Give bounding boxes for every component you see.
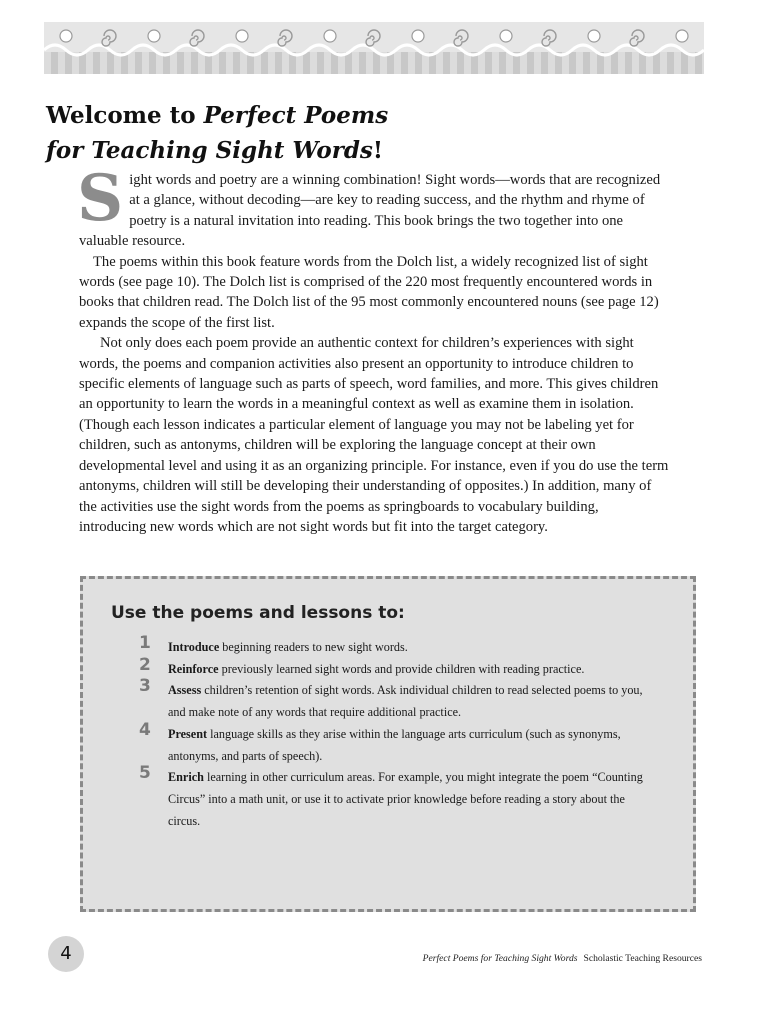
swirl-and-circle-border-icon xyxy=(44,22,704,74)
list-item-lead: Assess xyxy=(168,683,202,698)
list-item-number: 4 xyxy=(139,719,151,740)
footer-publisher: Scholastic Teaching Resources xyxy=(583,953,702,964)
intro-paragraph-1 xyxy=(77,161,669,252)
intro-paragraph-3: Not only does each poem provide an authentic context for children’s experiences with sight words, the poems and companion activities also present an opportunity to introduce children to specific elements of language such as parts of speech, word families, and more. This gives children an opportunity to learn the words in a meaningful context as well as examine them in isolation. (Though each lesson indicates a particular element of language you may not be labeling yet for children, such as antonyms, children will be exploring the language concept at their own developmental level and using it as an organizing principle. For instance, even if you do use the term antonyms, children will still be developing their understanding of opposites.) In addition, many of the activities use the sight words from the poems as springboards to vocabulary building, introducing new words which are not sight words but fit into the target category. xyxy=(79,335,669,535)
list-item xyxy=(137,676,657,723)
list-item-lead: Introduce xyxy=(168,640,220,654)
list-item-number: 1 xyxy=(139,633,151,653)
list-item-lead: Present xyxy=(168,726,208,741)
list-item xyxy=(137,654,657,681)
intro-text xyxy=(77,161,669,537)
list-item xyxy=(137,633,657,659)
list-item-lead: Enrich xyxy=(168,770,204,785)
callout-heading: Use the poems and lessons to: xyxy=(111,603,405,623)
list-item-number: 2 xyxy=(139,654,151,675)
page-title xyxy=(46,98,388,168)
intro-paragraph-1-text: ight words and poetry are a winning combination! Sight words—words that are recognized at a glance, without decoding—are key to reading success, and the rhythm and rhyme of poetry is a natural invitation into reading. This book brings the two together into one valuable resource. xyxy=(79,172,661,250)
footer-book-title: Perfect Poems for Teaching Sight Words xyxy=(422,953,578,964)
list-item xyxy=(137,719,657,767)
list-item-number: 5 xyxy=(139,763,151,784)
list-item-text: language skills as they arise within the language arts curriculum (such as synonyms, antonyms, and parts of speech). xyxy=(168,726,621,763)
list-item xyxy=(137,763,657,832)
decorative-banner xyxy=(44,22,704,74)
title-italic-line2: for Teaching Sight Words xyxy=(46,137,373,164)
page-number: 4 xyxy=(48,936,84,972)
list-item-text: previously learned sight words and provide children with reading practice. xyxy=(218,661,585,676)
title-prefix: Welcome to xyxy=(46,102,204,129)
list-item-text: beginning readers to new sight words. xyxy=(219,640,408,654)
title-suffix: ! xyxy=(372,137,383,164)
list-item-text: learning in other curriculum areas. For example, you might integrate the poem “Counting Circus” into a math unit, or use it to activate prior knowledge before reading a story about the circus. xyxy=(168,770,643,828)
footer-credit xyxy=(423,953,702,964)
list-item-lead: Reinforce xyxy=(168,661,219,676)
usage-callout-box xyxy=(80,576,696,912)
drop-cap: S xyxy=(77,161,124,236)
list-item-text: children’s retention of sight words. Ask individual children to read selected poems to you, and make note of any words that require additional practice. xyxy=(168,683,643,720)
list-item-number: 3 xyxy=(139,676,151,697)
intro-paragraph-2: The poems within this book feature words from the Dolch list, a widely recognized list of sight words (see page 10). The Dolch list is comprised of the 220 most frequently encountered words in books that children read. The Dolch list of the 95 most commonly encountered nouns (see page 12) expands the scope of the first list. xyxy=(79,253,659,331)
title-italic-line1: Perfect Poems xyxy=(203,102,389,129)
usage-list xyxy=(137,633,657,832)
